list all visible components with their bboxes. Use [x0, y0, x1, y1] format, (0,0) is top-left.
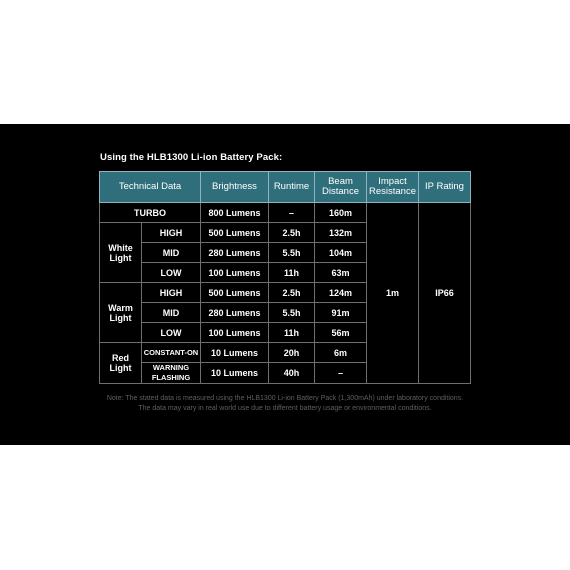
beam-cell: 63m [315, 263, 367, 283]
section-heading: Using the HLB1300 Li-ion Battery Pack: [100, 152, 283, 163]
runtime-cell: 5.5h [269, 303, 315, 323]
mode-cell: HIGH [142, 223, 201, 243]
header-ip-rating: IP Rating [419, 172, 471, 203]
footnote: Note: The stated data is measured using the HLB1300 Li-ion Battery Pack (1,300mAh) under laboratory conditions. The data may vary in real world use due to different battery usage or environmental conditions. [106, 395, 464, 412]
beam-cell: 132m [315, 223, 367, 243]
mode-cell: LOW [142, 323, 201, 343]
impact-resistance-value: 1m [367, 203, 419, 384]
brightness-cell: 500 Lumens [201, 283, 269, 303]
brightness-cell: 100 Lumens [201, 323, 269, 343]
header-beam-distance: Beam Distance [315, 172, 367, 203]
spec-table [99, 171, 471, 384]
header-impact-resistance: Impact Resistance [367, 172, 419, 203]
mode-cell: MID [142, 243, 201, 263]
brightness-cell: 10 Lumens [201, 363, 269, 384]
mode-cell: MID [142, 303, 201, 323]
beam-cell: 104m [315, 243, 367, 263]
header-brightness: Brightness [201, 172, 269, 203]
brightness-cell: 10 Lumens [201, 343, 269, 363]
runtime-cell: – [269, 203, 315, 223]
brightness-cell: 280 Lumens [201, 243, 269, 263]
brightness-cell: 100 Lumens [201, 263, 269, 283]
mode-cell: CONSTANT-ON [142, 343, 201, 363]
runtime-cell: 40h [269, 363, 315, 384]
runtime-cell: 2.5h [269, 223, 315, 243]
mode-cell: LOW [142, 263, 201, 283]
mode-cell: WARNING FLASHING [142, 363, 201, 384]
mode-cell: TURBO [100, 203, 201, 223]
runtime-cell: 20h [269, 343, 315, 363]
brightness-cell: 800 Lumens [201, 203, 269, 223]
beam-cell: 91m [315, 303, 367, 323]
runtime-cell: 2.5h [269, 283, 315, 303]
header-technical-data: Technical Data [100, 172, 201, 203]
runtime-cell: 11h [269, 323, 315, 343]
beam-cell: – [315, 363, 367, 384]
beam-cell: 124m [315, 283, 367, 303]
mode-cell: HIGH [142, 283, 201, 303]
beam-cell: 6m [315, 343, 367, 363]
ip-rating-value: IP66 [419, 203, 471, 384]
group-label-red: Red Light [100, 343, 142, 384]
brightness-cell: 280 Lumens [201, 303, 269, 323]
group-label-warm: Warm Light [100, 283, 142, 343]
beam-cell: 160m [315, 203, 367, 223]
beam-cell: 56m [315, 323, 367, 343]
brightness-cell: 500 Lumens [201, 223, 269, 243]
header-runtime: Runtime [269, 172, 315, 203]
runtime-cell: 11h [269, 263, 315, 283]
runtime-cell: 5.5h [269, 243, 315, 263]
table-row [100, 203, 471, 223]
table-header-row [100, 172, 471, 203]
group-label-white: White Light [100, 223, 142, 283]
